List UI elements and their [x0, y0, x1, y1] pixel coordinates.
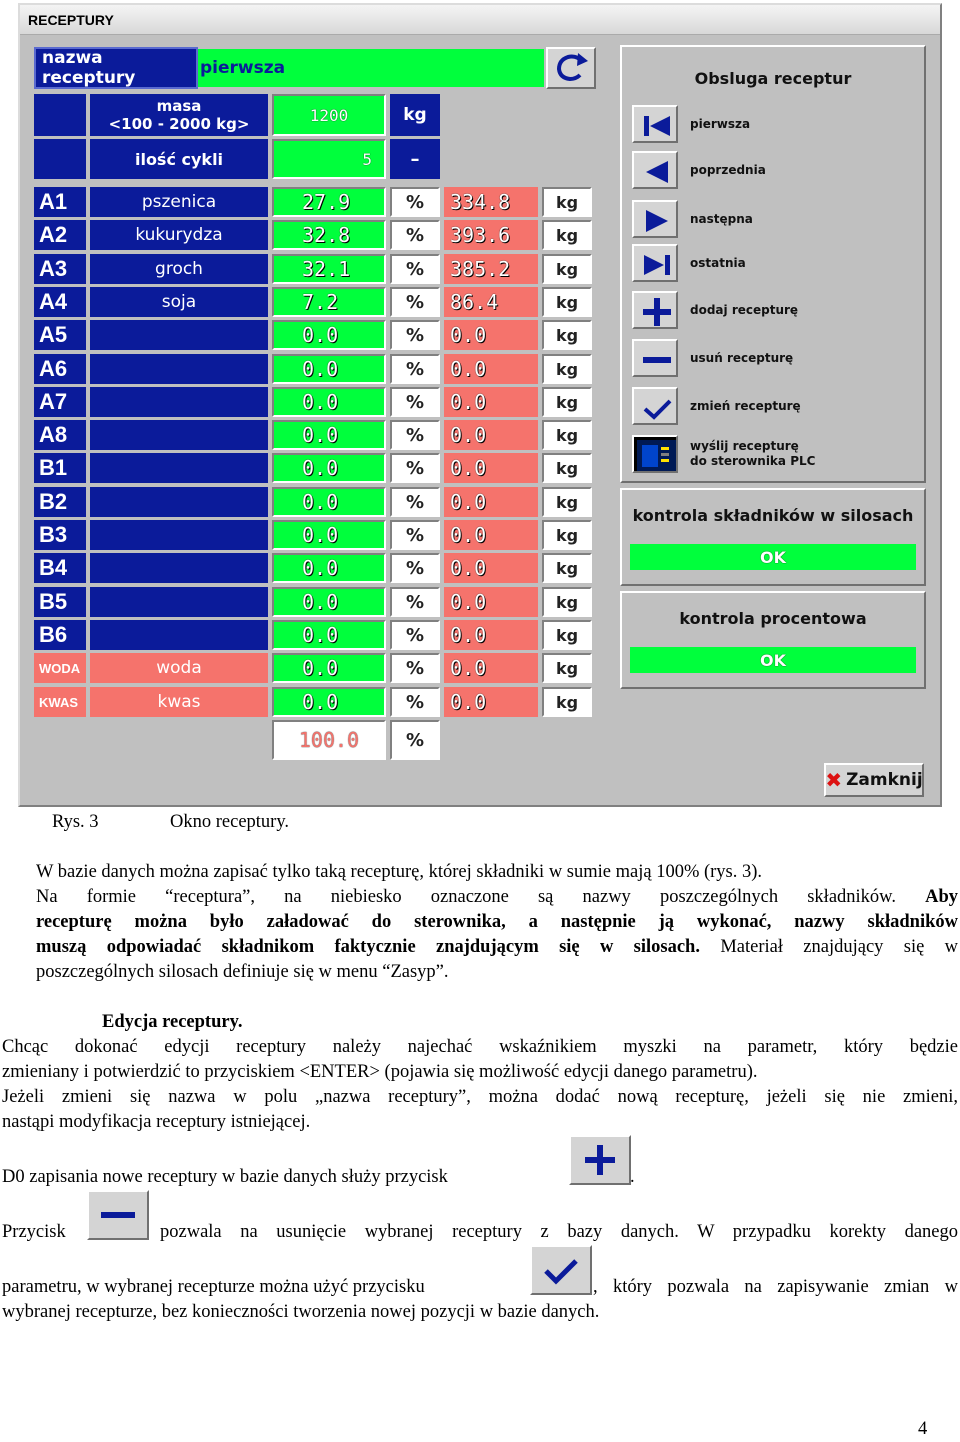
kg-unit: kg [542, 653, 592, 683]
ingredient-percent-input[interactable]: 0.0 [272, 553, 386, 583]
nav-button-label[interactable] [690, 212, 753, 227]
paragraph-3-end: . [630, 1167, 635, 1187]
ingredient-code: B1 [34, 453, 86, 483]
nav-button-label[interactable] [690, 399, 801, 414]
ingredient-kg-value: 86.4 [444, 287, 538, 317]
nav-label-line1: pierwsza [690, 117, 751, 131]
nav-label-line1: zmień recepturę [690, 399, 801, 413]
percent-unit: % [390, 687, 440, 717]
nav-button-label[interactable] [690, 256, 746, 271]
mass-unit: kg [390, 94, 440, 136]
plc-icon [634, 437, 676, 471]
ingredient-name[interactable] [90, 354, 268, 384]
paragraph-3: D0 zapisania nowe receptury w bazie danych służy przycisk [2, 1167, 448, 1187]
ingredient-code: A1 [34, 187, 86, 217]
cycles-unit: – [390, 139, 440, 179]
kg-unit: kg [542, 187, 592, 217]
ingredient-name[interactable]: groch [90, 254, 268, 284]
ingredient-name[interactable] [90, 520, 268, 550]
ingredient-code: A7 [34, 387, 86, 417]
mass-input[interactable]: 1200 [272, 94, 386, 136]
nav-label-line1: usuń recepturę [690, 351, 794, 365]
silo-check-status: OK [630, 544, 916, 570]
ingredient-kg-value: 0.0 [444, 620, 538, 650]
minus-icon [89, 1192, 147, 1238]
close-button-label: Zamknij [846, 770, 923, 790]
ingredient-name[interactable]: kukurydza [90, 220, 268, 250]
recipe-name-field[interactable]: pierwsza [198, 49, 544, 87]
ingredient-code: KWAS [34, 687, 86, 717]
ingredient-kg-value: 393.6 [444, 220, 538, 250]
ingredient-kg-value: 385.2 [444, 254, 538, 284]
ingredient-code: A5 [34, 320, 86, 350]
percent-unit: % [390, 187, 440, 217]
paragraph-2-line-4: nastąpi modyfikacja receptury istniejącej. [2, 1112, 311, 1132]
ingredient-percent-input[interactable]: 0.0 [272, 620, 386, 650]
ingredient-name[interactable] [90, 453, 268, 483]
nav-button-2[interactable] [632, 200, 678, 238]
paragraph-4-end: pozwala na usunięcie wybranej receptury z bazy danych. W przypadku korekty danego [160, 1222, 958, 1242]
ingredient-code: A4 [34, 287, 86, 317]
kg-unit: kg [542, 453, 592, 483]
ingredient-name[interactable] [90, 320, 268, 350]
nav-button-7[interactable] [632, 435, 678, 473]
ingredient-code: A8 [34, 420, 86, 450]
paragraph-1-line-5: poszczególnych silosach definiuje się w menu “Zasyp”. [36, 962, 449, 982]
kg-unit: kg [542, 320, 592, 350]
ingredient-kg-value: 0.0 [444, 687, 538, 717]
ingredient-percent-input[interactable]: 0.0 [272, 587, 386, 617]
kg-unit: kg [542, 420, 592, 450]
percent-unit: % [390, 587, 440, 617]
cycles-spacer [34, 139, 86, 179]
percent-unit: % [390, 420, 440, 450]
ingredient-name[interactable] [90, 553, 268, 583]
previous-icon [634, 153, 676, 187]
percent-unit: % [390, 354, 440, 384]
ingredient-percent-input[interactable]: 0.0 [272, 453, 386, 483]
total-percent: 100.0 [272, 720, 386, 760]
ingredient-percent-input[interactable]: 0.0 [272, 420, 386, 450]
percent-unit: % [390, 220, 440, 250]
last-icon [634, 246, 676, 280]
ingredient-percent-input[interactable]: 32.1 [272, 254, 386, 284]
mass-label-line2: <100 - 2000 kg> [108, 115, 250, 133]
ingredient-kg-value: 0.0 [444, 487, 538, 517]
kg-unit: kg [542, 520, 592, 550]
paragraph-1-line-3: recepturę można było załadować do sterownika, a następnie ją wykonać, nazwy składników [36, 912, 958, 932]
nav-button-1[interactable] [632, 151, 678, 189]
ingredient-name[interactable] [90, 620, 268, 650]
minus-icon [634, 341, 676, 375]
nav-button-3[interactable] [632, 244, 678, 282]
nav-label-line1: poprzednia [690, 163, 766, 177]
ingredient-code: B2 [34, 487, 86, 517]
ingredient-kg-value: 334.8 [444, 187, 538, 217]
percent-unit: % [390, 553, 440, 583]
ingredient-percent-input[interactable]: 32.8 [272, 220, 386, 250]
ingredient-kg-value: 0.0 [444, 354, 538, 384]
refresh-icon [548, 49, 594, 87]
ingredient-name[interactable]: soja [90, 287, 268, 317]
ingredient-kg-value: 0.0 [444, 320, 538, 350]
paragraph-1-line-1: W bazie danych można zapisać tylko taką recepturę, której składniki w sumie mają 100% (rys. 3). [36, 862, 763, 882]
percent-check-panel [620, 591, 926, 689]
p1-l4-bold: muszą odpowiadać składnikom faktycznie znajdującym się w silosach. [36, 937, 700, 957]
paragraph-1-line-4 [36, 935, 958, 960]
ingredient-code: B5 [34, 587, 86, 617]
ingredient-name[interactable] [90, 387, 268, 417]
percent-unit: % [390, 387, 440, 417]
ingredient-name[interactable]: kwas [90, 687, 268, 717]
paragraph-4-start: Przycisk [2, 1222, 66, 1242]
kg-unit: kg [542, 354, 592, 384]
next-icon [634, 202, 676, 236]
total-percent-unit: % [390, 720, 440, 760]
p1-l2-bold: Aby [925, 887, 959, 907]
ingredient-kg-value: 0.0 [444, 420, 538, 450]
paragraph-1-line-2 [36, 885, 958, 910]
ingredient-code: A6 [34, 354, 86, 384]
nav-label-line1: następna [690, 212, 753, 226]
kg-unit: kg [542, 487, 592, 517]
recipe-window [18, 3, 942, 807]
paragraph-5-end: , który pozwala na zapisywanie zmian w [593, 1277, 958, 1297]
nav-button-0[interactable] [632, 105, 678, 143]
ingredient-percent-input[interactable]: 0.0 [272, 653, 386, 683]
percent-unit: % [390, 453, 440, 483]
nav-button-label[interactable] [690, 163, 766, 178]
mass-label-line1: masa [156, 97, 202, 115]
nav-label-line1: dodaj recepturę [690, 303, 799, 317]
kg-unit: kg [542, 553, 592, 583]
ingredient-percent-input[interactable]: 7.2 [272, 287, 386, 317]
percent-unit: % [390, 254, 440, 284]
ingredient-name[interactable] [90, 487, 268, 517]
check-icon [634, 389, 676, 423]
ingredient-percent-input[interactable]: 0.0 [272, 487, 386, 517]
silo-check-title: kontrola składników w silosach [632, 506, 914, 525]
paragraph-2-line-1: Chcąc dokonać edycji receptury należy najechać wskaźnikiem myszki na parametr, który będzie [2, 1037, 958, 1057]
nav-button-5[interactable] [632, 339, 678, 377]
figure-caption-text: Okno receptury. [170, 812, 290, 832]
nav-button-6[interactable] [632, 387, 678, 425]
percent-unit: % [390, 287, 440, 317]
percent-unit: % [390, 320, 440, 350]
ingredient-percent-input[interactable]: 0.0 [272, 387, 386, 417]
kg-unit: kg [542, 387, 592, 417]
silo-check-panel [620, 488, 926, 586]
ingredient-percent-input[interactable]: 0.0 [272, 520, 386, 550]
inline-remove-button [87, 1190, 149, 1240]
ingredient-kg-value: 0.0 [444, 553, 538, 583]
ingredient-kg-value: 0.0 [444, 587, 538, 617]
nav-button-label[interactable] [690, 117, 750, 132]
nav-label-line1: wyślij recepturę [690, 439, 799, 453]
first-icon [634, 107, 676, 141]
inline-modify-button [530, 1245, 592, 1295]
ingredient-code: B4 [34, 553, 86, 583]
percent-unit: % [390, 653, 440, 683]
percent-check-status: OK [630, 647, 916, 673]
nav-button-label[interactable] [690, 351, 793, 366]
ingredient-kg-value: 0.0 [444, 520, 538, 550]
nav-button-4[interactable] [632, 291, 678, 329]
ingredient-name[interactable]: pszenica [90, 187, 268, 217]
mass-spacer [34, 94, 86, 136]
panel-title: Obsluga receptur [694, 69, 852, 88]
percent-unit: % [390, 520, 440, 550]
ingredient-name[interactable] [90, 587, 268, 617]
paragraph-2-line-2: zmieniany i potwierdzić to przyciskiem <ENTER> (pojawia się możliwość edycji danego parametru). [2, 1062, 758, 1082]
refresh-button[interactable] [546, 47, 596, 89]
ingredient-percent-input[interactable]: 27.9 [272, 187, 386, 217]
kg-unit: kg [542, 620, 592, 650]
plus-icon [571, 1137, 629, 1183]
ingredient-kg-value: 0.0 [444, 387, 538, 417]
ingredient-code: B3 [34, 520, 86, 550]
ingredient-percent-input[interactable]: 0.0 [272, 320, 386, 350]
check-icon [532, 1247, 590, 1293]
title-bar [20, 5, 940, 35]
ingredient-code: A2 [34, 220, 86, 250]
close-icon: ✖ [825, 768, 843, 792]
recipe-name-label: nazwa receptury [34, 47, 198, 89]
section-heading: Edycja receptury. [102, 1012, 243, 1032]
kg-unit: kg [542, 587, 592, 617]
kg-unit: kg [542, 287, 592, 317]
cycles-input[interactable]: 5 [272, 139, 386, 179]
paragraph-2-line-3: Jeżeli zmieni się nazwa w polu „nazwa receptury”, można dodać nową recepturę, jeżeli się nie zmieni, [2, 1087, 958, 1107]
kg-unit: kg [542, 254, 592, 284]
figure-caption-number: Rys. 3 [52, 812, 99, 832]
percent-check-title: kontrola procentowa [679, 609, 867, 628]
page-number: 4 [918, 1419, 928, 1439]
ingredient-kg-value: 0.0 [444, 453, 538, 483]
paragraph-5-line-2: wybranej recepturze, bez konieczności tworzenia nowej pozycji w bazie danych. [2, 1302, 600, 1322]
close-button[interactable] [824, 763, 924, 797]
ingredient-name[interactable] [90, 420, 268, 450]
percent-unit: % [390, 620, 440, 650]
plus-icon [634, 293, 676, 327]
ingredient-code: WODA [34, 653, 86, 683]
ingredient-code: A3 [34, 254, 86, 284]
recipe-management-panel [620, 45, 926, 483]
cycles-label: ilość cykli [90, 139, 268, 179]
p1-l4-text: Materiał znajdujący się w [720, 937, 959, 957]
mass-label [90, 94, 268, 136]
paragraph-5-start: parametru, w wybranej recepturze można użyć przycisku [2, 1277, 425, 1297]
ingredient-kg-value: 0.0 [444, 653, 538, 683]
ingredient-percent-input[interactable]: 0.0 [272, 687, 386, 717]
p1-l2-text: Na formie “receptura”, na niebiesko oznaczone są nazwy poszczególnych składników. [36, 887, 896, 907]
inline-add-button [569, 1135, 631, 1185]
nav-label-line1: ostatnia [690, 256, 746, 270]
nav-label-line2: do sterownika PLC [690, 454, 816, 468]
ingredient-name[interactable]: woda [90, 653, 268, 683]
kg-unit: kg [542, 220, 592, 250]
ingredient-percent-input[interactable]: 0.0 [272, 354, 386, 384]
nav-button-label[interactable] [690, 303, 798, 318]
percent-unit: % [390, 487, 440, 517]
window-title: RECEPTURY [28, 12, 114, 28]
kg-unit: kg [542, 687, 592, 717]
nav-button-label[interactable] [690, 439, 815, 469]
ingredient-code: B6 [34, 620, 86, 650]
